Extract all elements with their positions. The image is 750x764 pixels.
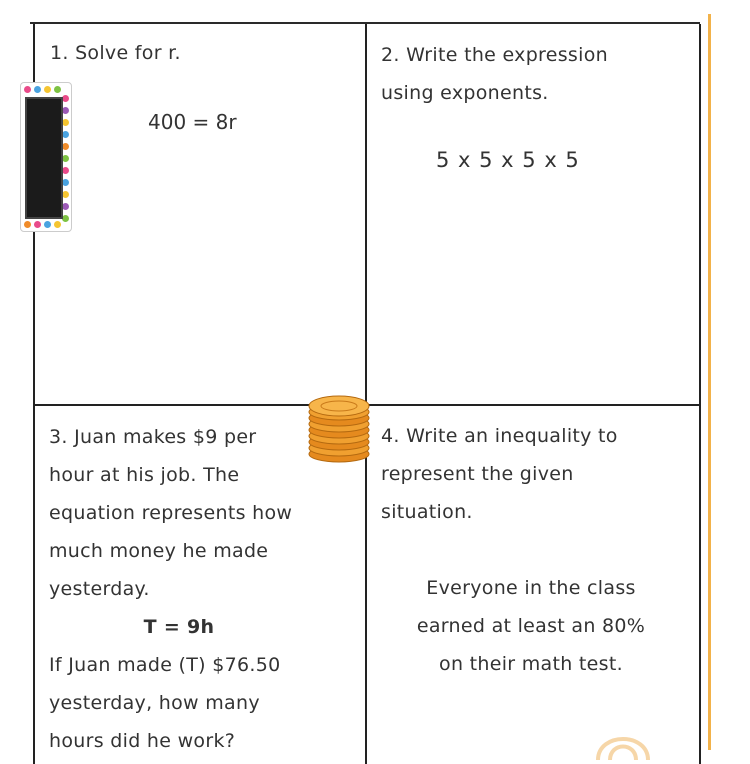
chalkboard-frame (20, 82, 72, 232)
q4-situation1: Everyone in the class (426, 577, 636, 599)
q2-expression: 5 x 5 x 5 x 5 (436, 148, 580, 172)
q3-equation: T = 9h (143, 616, 215, 638)
q3-line4: much money he made (49, 540, 269, 562)
grid-right-line (699, 24, 701, 764)
q4-situation3: on their math test. (439, 653, 623, 675)
q4-line2: represent the given (381, 463, 574, 485)
chalkboard-icon (20, 82, 72, 232)
q1-prompt: 1. Solve for r. (50, 42, 181, 64)
coin-stack-icon (306, 388, 372, 466)
q4-situation2: earned at least an 80% (416, 615, 646, 637)
q4-line1: 4. Write an inequality to (381, 425, 618, 447)
question-1 (50, 34, 350, 72)
q3-line1: 3. Juan makes $9 per (49, 426, 257, 448)
q3-line5: yesterday. (49, 578, 150, 600)
q3-line3: equation represents how (49, 502, 293, 524)
q3-line8: hours did he work? (49, 730, 236, 752)
q3-line2: hour at his job. The (49, 464, 240, 486)
q2-prompt-line2: using exponents. (381, 82, 549, 104)
chalkboard-slate (25, 97, 63, 219)
swirl-decoration (588, 722, 678, 762)
page-edge-accent (708, 14, 711, 750)
q3-line6: If Juan made (T) $76.50 (49, 654, 281, 676)
question-4 (381, 417, 681, 683)
question-3 (49, 418, 349, 760)
q2-prompt-line1: 2. Write the expression (381, 44, 608, 66)
q4-line3: situation. (381, 501, 473, 523)
q3-line7: yesterday, how many (49, 692, 260, 714)
question-2 (381, 36, 681, 112)
q1-equation: 400 = 8r (148, 110, 237, 134)
q4-spacer (381, 531, 681, 569)
